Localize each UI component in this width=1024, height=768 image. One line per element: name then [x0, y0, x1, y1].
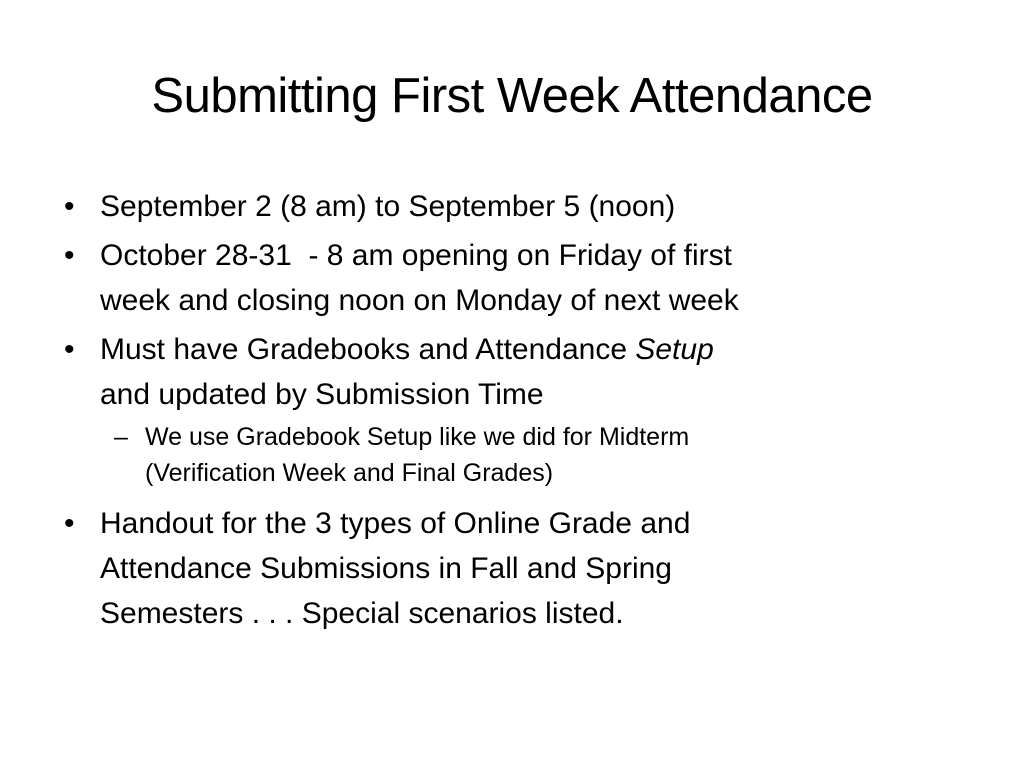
bullet-item-dates-september [56, 184, 956, 229]
bullet-text: Attendance Submissions in Fall and Spring [100, 552, 672, 585]
setup-emphasis: Setup [635, 333, 714, 366]
sub-bullet-text: (Verification Week and Final Grades) [145, 459, 554, 487]
slide-title: Submitting First Week Attendance [151, 69, 873, 123]
bullet-icon: • [64, 333, 75, 366]
bullet-text: Handout for the 3 types of Online Grade and [100, 507, 691, 540]
bullet-text: September 2 (8 am) to September 5 (noon) [100, 190, 676, 223]
bullet-item-setup-requirement [56, 327, 956, 491]
bullet-text: week and closing noon on Monday of next week [100, 284, 739, 317]
bullet-item-handout [56, 501, 956, 636]
bullet-icon: • [64, 190, 75, 223]
bullet-list [56, 184, 956, 640]
bullet-text: and updated by Submission Time [100, 378, 544, 411]
sub-bullet-item-gradebook-setup [100, 419, 956, 491]
bullet-item-dates-october [56, 233, 956, 323]
bullet-icon: • [64, 239, 75, 272]
bullet-icon: • [64, 507, 75, 540]
dash-icon: – [114, 423, 128, 451]
bullet-text [100, 327, 956, 372]
bullet-text-prefix: Must have Gradebooks and Attendance [100, 333, 636, 366]
sub-bullet-list [100, 419, 956, 491]
bullet-text: Semesters . . . Special scenarios listed. [100, 597, 624, 630]
bullet-text: October 28-31 - 8 am opening on Friday of first [100, 239, 732, 272]
sub-bullet-text: We use Gradebook Setup like we did for Midterm [145, 423, 690, 451]
